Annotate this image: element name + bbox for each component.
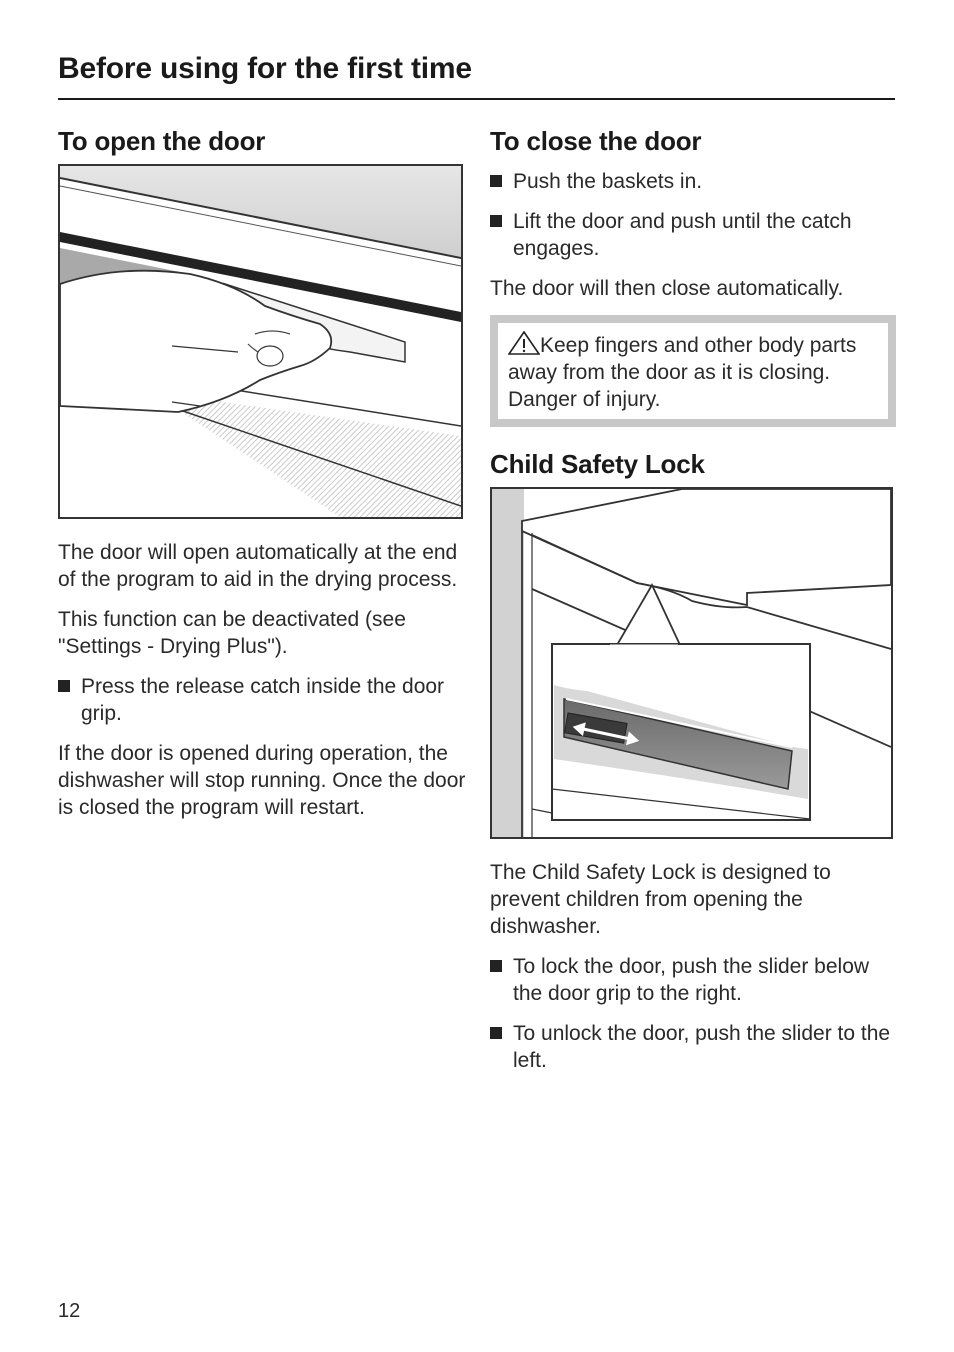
warning-content [498,323,888,419]
list-item: Press the release catch inside the door grip. [58,673,468,727]
right-column [490,124,900,1087]
warning-triangle-icon [508,331,540,355]
child-lock-heading: Child Safety Lock [490,449,705,479]
deactivate-text: This function can be deactivated (see "Settings - Drying Plus"). [58,608,406,658]
child-lock-description: The Child Safety Lock is designed to prevent children from opening the dishwasher. [490,861,831,938]
page-title: Before using for the first time [58,52,472,85]
list-item: To lock the door, push the slider below the door grip to the right. [490,953,900,1007]
bullet-square-icon [490,960,502,972]
list-item: Lift the door and push until the catch engages. [490,208,900,262]
bullet-square-icon [490,1027,502,1039]
auto-open-text: The door will open automatically at the end of the program to aid in the drying process. [58,541,458,591]
child-lock-illustration [490,487,893,839]
page-number: 12 [58,1300,81,1322]
list-item: To unlock the door, push the slider to the left. [490,1020,900,1074]
warning-text: Keep fingers and other body parts away from the door as it is closing. Danger of injury. [508,334,857,411]
open-door-steps [58,673,468,727]
auto-close-text: The door will then close automatically. [490,277,844,300]
warning-box [490,315,896,427]
open-door-heading: To open the door [58,126,266,156]
close-door-heading: To close the door [490,126,702,156]
close-door-steps [490,168,900,262]
title-divider [58,98,895,100]
bullet-square-icon [58,680,70,692]
operation-note-text: If the door is opened during operation, the dishwasher will stop running. Once the door is closed the program will restart. [58,742,466,819]
child-lock-slider-drawing [492,489,891,837]
door-opening-illustration [58,164,463,519]
hand-opening-door-drawing [60,166,461,517]
list-item: Push the baskets in. [490,168,900,195]
bullet-square-icon [490,215,502,227]
warning-paragraph [508,331,878,413]
left-column [58,124,468,834]
child-lock-steps [490,953,900,1074]
bullet-square-icon [490,175,502,187]
